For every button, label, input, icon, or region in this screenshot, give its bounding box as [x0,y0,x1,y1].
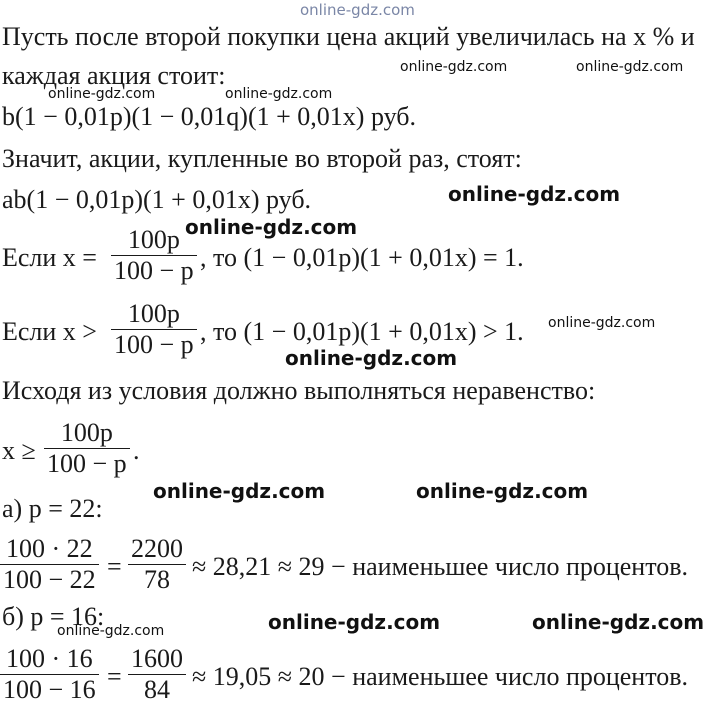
line-7-prefix: Если x > [2,317,97,346]
line-7-suffix: , то (1 − 0,01p)(1 + 0,01x) > 1. [200,317,524,346]
text-line-5: ab(1 − 0,01p)(1 + 0,01x) руб. [2,185,312,214]
watermark-top: online-gdz.com [300,1,415,19]
watermark: online-gdz.com [153,479,326,503]
fraction-denominator: 100 − 16 [0,674,99,703]
fraction-denominator: 100 − 22 [0,564,99,593]
line-13-suffix: ≈ 19,05 ≈ 20 − наименьшее число процентов. [192,662,689,691]
text-line-8: Исходя из условия должно выполняться неравенство: [2,376,596,405]
fraction-numerator: 1600 [131,644,183,673]
fraction-numerator: 100p [60,418,113,447]
fraction-numerator: 100p [127,299,180,328]
text-line-4: Значит, акции, купленные во второй раз, стоят: [2,144,522,173]
fraction-denominator: 100 − p [111,329,197,358]
watermark: online-gdz.com [548,315,656,331]
fraction-denominator: 84 [128,674,186,703]
watermark: online-gdz.com [448,182,621,206]
equals-sign: = [107,662,122,691]
line-6-suffix: , то (1 − 0,01p)(1 + 0,01x) = 1. [200,243,524,272]
fraction-numerator: 100 · 22 [6,534,93,563]
watermark: online-gdz.com [225,86,333,102]
watermark: online-gdz.com [576,59,684,75]
fraction-100x16-over-100-minus-16 [0,646,99,703]
watermark: online-gdz.com [48,86,156,102]
fraction-denominator: 100 − p [111,255,197,284]
watermark: online-gdz.com [57,623,165,639]
fraction-denominator: 100 − p [44,448,130,477]
watermark: online-gdz.com [400,59,508,75]
watermark: online-gdz.com [185,215,358,239]
fraction-1600-over-84 [128,646,186,703]
line-6-prefix: Если x = [2,243,97,272]
line-9-suffix: . [133,436,140,465]
fraction-100p-over-100-minus-p [111,301,197,358]
fraction-100p-over-100-minus-p [111,227,197,284]
fraction-100p-over-100-minus-p [44,420,130,477]
text-line-2: каждая акция стоит: [2,61,226,90]
text-line-3: b(1 − 0,01p)(1 − 0,01q)(1 + 0,01x) руб. [2,102,416,131]
watermark: online-gdz.com [416,479,589,503]
watermark: online-gdz.com [285,346,458,370]
text-line-1: Пусть после второй покупки цена акций увеличилась на x % и [2,22,695,51]
line-11-suffix: ≈ 28,21 ≈ 29 − наименьшее число процентов. [192,552,689,581]
fraction-numerator: 2200 [131,534,183,563]
watermark: online-gdz.com [268,610,441,634]
fraction-denominator: 78 [128,564,186,593]
equals-sign: = [107,552,122,581]
part-a-label: а) p = 22: [2,494,103,523]
watermark: online-gdz.com [532,610,705,634]
fraction-100x22-over-100-minus-22 [0,536,99,593]
part-b-label: б) p = 16: [2,602,105,631]
fraction-numerator: 100 · 16 [6,644,93,673]
fraction-numerator: 100p [127,225,180,254]
fraction-2200-over-78 [128,536,186,593]
line-9-prefix: x ≥ [2,436,36,465]
